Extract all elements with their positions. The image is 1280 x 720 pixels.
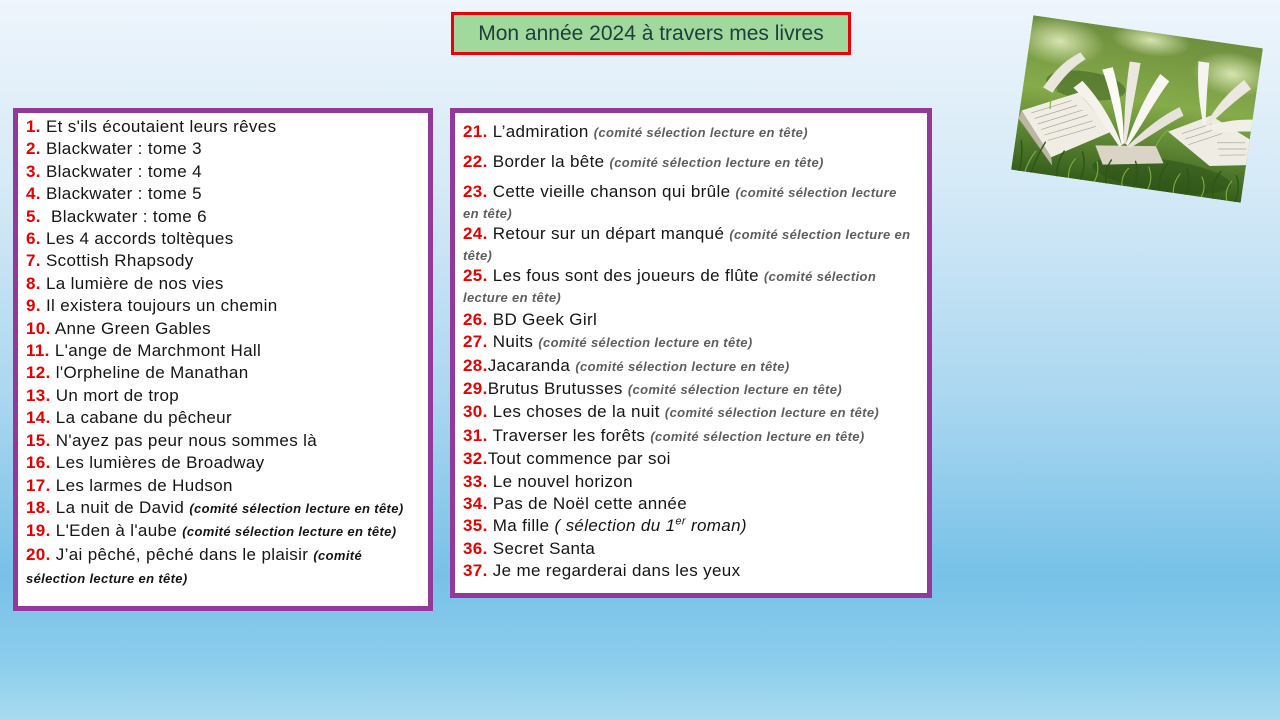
left-book-list-panel: [13, 108, 433, 611]
item-number: 31.: [463, 425, 488, 445]
selection-note: (comité sélection lecture en tête): [26, 547, 363, 587]
list-item: [26, 183, 418, 205]
book-title: Secret Santa: [487, 538, 596, 558]
selection-note: (comité sélection lecture en tête): [182, 524, 397, 540]
book-title: Blackwater : tome 3: [40, 139, 202, 159]
list-item: [26, 250, 418, 272]
book-title: Nuits: [487, 332, 534, 352]
slide-title-box: [451, 12, 851, 55]
selection-note: (comité sélection lecture en tête): [627, 382, 842, 398]
list-item: [26, 544, 418, 591]
selection-note: (comité sélection lecture en tête): [664, 405, 880, 421]
list-item: [463, 309, 914, 331]
book-title: Il existera toujours un chemin: [40, 296, 278, 316]
item-number: 9.: [26, 296, 41, 316]
book-title: Border la bête: [487, 152, 605, 172]
list-item: [26, 452, 418, 474]
book-title: Le nouvel horizon: [487, 471, 633, 491]
list-item: [463, 538, 914, 560]
slide-title: Mon année 2024 à travers mes livres: [478, 21, 824, 45]
item-number: 34.: [463, 494, 488, 514]
item-number: 11.: [26, 341, 50, 361]
list-item: [26, 228, 418, 250]
right-book-list-panel: [450, 108, 932, 598]
book-title: Scottish Rhapsody: [40, 251, 194, 271]
list-item: [463, 560, 914, 582]
item-number: 17.: [26, 475, 51, 495]
item-number: 35.: [463, 516, 488, 536]
book-title: Anne Green Gables: [50, 318, 212, 338]
list-item: [463, 378, 914, 401]
list-item: [463, 355, 914, 378]
selection-note: (comité sélection lecture en tête): [463, 268, 877, 305]
book-title: Les larmes de Hudson: [50, 475, 233, 495]
book-title: N'ayez pas peur nous sommes là: [50, 430, 318, 450]
book-title: Les fous sont des joueurs de flûte: [487, 265, 759, 285]
list-item: [26, 362, 418, 384]
book-title: Pas de Noël cette année: [487, 494, 687, 514]
list-item: [463, 515, 914, 537]
list-item: [463, 224, 914, 266]
item-number: 32.: [463, 449, 488, 469]
item-number: 20.: [26, 544, 51, 564]
list-item: [26, 161, 418, 183]
item-number: 4.: [26, 184, 41, 204]
book-title: La nuit de David: [50, 497, 185, 517]
book-title: Et s'ils écoutaient leurs rêves: [40, 117, 277, 136]
list-item: [26, 340, 418, 362]
book-title: BD Geek Girl: [487, 309, 598, 329]
selection-note: (comité sélection lecture en tête): [650, 428, 865, 444]
item-number: 29.: [463, 379, 488, 399]
selection-note: (comité sélection lecture en tête): [189, 500, 404, 516]
item-number: 5.: [26, 206, 41, 226]
list-item: [463, 425, 914, 448]
list-item: [463, 151, 914, 174]
item-number: 25.: [463, 265, 488, 285]
book-title: La lumière de nos vies: [40, 273, 224, 293]
book-title: Blackwater : tome 4: [40, 161, 202, 181]
book-title: J’ai pêché, pêché dans le plaisir: [50, 544, 309, 564]
item-number: 2.: [26, 139, 41, 159]
book-title: Ma fille: [487, 516, 550, 536]
list-item: [463, 331, 914, 354]
book-title: l'Orpheline de Manathan: [50, 363, 249, 383]
item-number: 30.: [463, 402, 488, 422]
item-number: 37.: [463, 561, 488, 581]
book-title: Tout commence par soi: [487, 449, 671, 469]
item-number: 18.: [26, 497, 51, 517]
item-number: 26.: [463, 309, 488, 329]
list-item: [26, 475, 418, 497]
item-number: 7.: [26, 251, 41, 271]
book-title: L'Eden à l'aube: [50, 521, 178, 541]
list-item: [463, 493, 914, 515]
list-item: [26, 520, 418, 543]
left-book-list: [26, 116, 418, 591]
selection-note: (comité sélection lecture en tête): [609, 155, 824, 171]
item-number: 23.: [463, 181, 488, 201]
books-photo: [1011, 15, 1263, 202]
aside-text: ( sélection du 1: [554, 516, 676, 536]
selection-aside: [555, 516, 747, 535]
selection-note: (comité sélection lecture en tête): [463, 226, 911, 263]
item-number: 10.: [26, 318, 51, 338]
book-title: Traverser les forêts: [487, 425, 646, 445]
book-title: Cette vieille chanson qui brûle: [487, 181, 731, 201]
item-number: 24.: [463, 223, 488, 243]
list-item: [26, 430, 418, 452]
item-number: 6.: [26, 229, 41, 249]
list-item: [463, 401, 914, 424]
aside-text: roman): [685, 516, 747, 536]
selection-note: (comité sélection lecture en tête): [463, 184, 897, 221]
list-item: [463, 121, 914, 144]
list-item: [26, 318, 418, 340]
book-title: Les 4 accords toltèques: [40, 229, 234, 249]
list-item: [26, 407, 418, 429]
item-number: 27.: [463, 332, 488, 352]
book-title: Un mort de trop: [50, 385, 180, 405]
aside-superscript: er: [675, 515, 686, 528]
item-number: 16.: [26, 453, 51, 473]
book-title: Blackwater : tome 6: [40, 206, 207, 226]
item-number: 36.: [463, 538, 488, 558]
item-number: 33.: [463, 471, 488, 491]
book-title: La cabane du pêcheur: [50, 408, 232, 428]
item-number: 19.: [26, 521, 51, 541]
item-number: 21.: [463, 122, 488, 141]
item-number: 14.: [26, 408, 51, 428]
books-photo-image: [1011, 15, 1263, 202]
book-title: Brutus Brutusses: [487, 379, 623, 399]
item-number: 3.: [26, 161, 41, 181]
item-number: 15.: [26, 430, 51, 450]
list-item: [26, 497, 418, 520]
book-title: Blackwater : tome 5: [40, 184, 202, 204]
item-number: 1.: [26, 117, 41, 136]
list-item: [26, 273, 418, 295]
list-item: [463, 448, 914, 470]
item-number: 12.: [26, 363, 51, 383]
book-title: Je me regarderai dans les yeux: [487, 561, 741, 581]
list-item: [463, 182, 914, 224]
book-title: Les choses de la nuit: [487, 402, 660, 422]
selection-note: (comité sélection lecture en tête): [538, 335, 753, 351]
book-title: Retour sur un départ manqué: [487, 223, 725, 243]
book-title: Les lumières de Broadway: [50, 453, 265, 473]
item-number: 28.: [463, 355, 488, 375]
list-item: [26, 116, 418, 138]
right-book-list: [463, 121, 914, 583]
book-title: Jacaranda: [487, 355, 571, 375]
item-number: 8.: [26, 273, 41, 293]
item-number: 22.: [463, 152, 488, 172]
item-number: 13.: [26, 385, 51, 405]
book-title: L’admiration: [487, 122, 589, 141]
book-title: L'ange de Marchmont Hall: [49, 341, 262, 361]
list-item: [26, 206, 418, 228]
list-item: [26, 138, 418, 160]
list-item: [26, 295, 418, 317]
selection-note: (comité sélection lecture en tête): [575, 358, 790, 374]
list-item: [463, 471, 914, 493]
list-item: [26, 385, 418, 407]
list-item: [463, 266, 914, 308]
selection-note: (comité sélection lecture en tête): [593, 125, 808, 140]
